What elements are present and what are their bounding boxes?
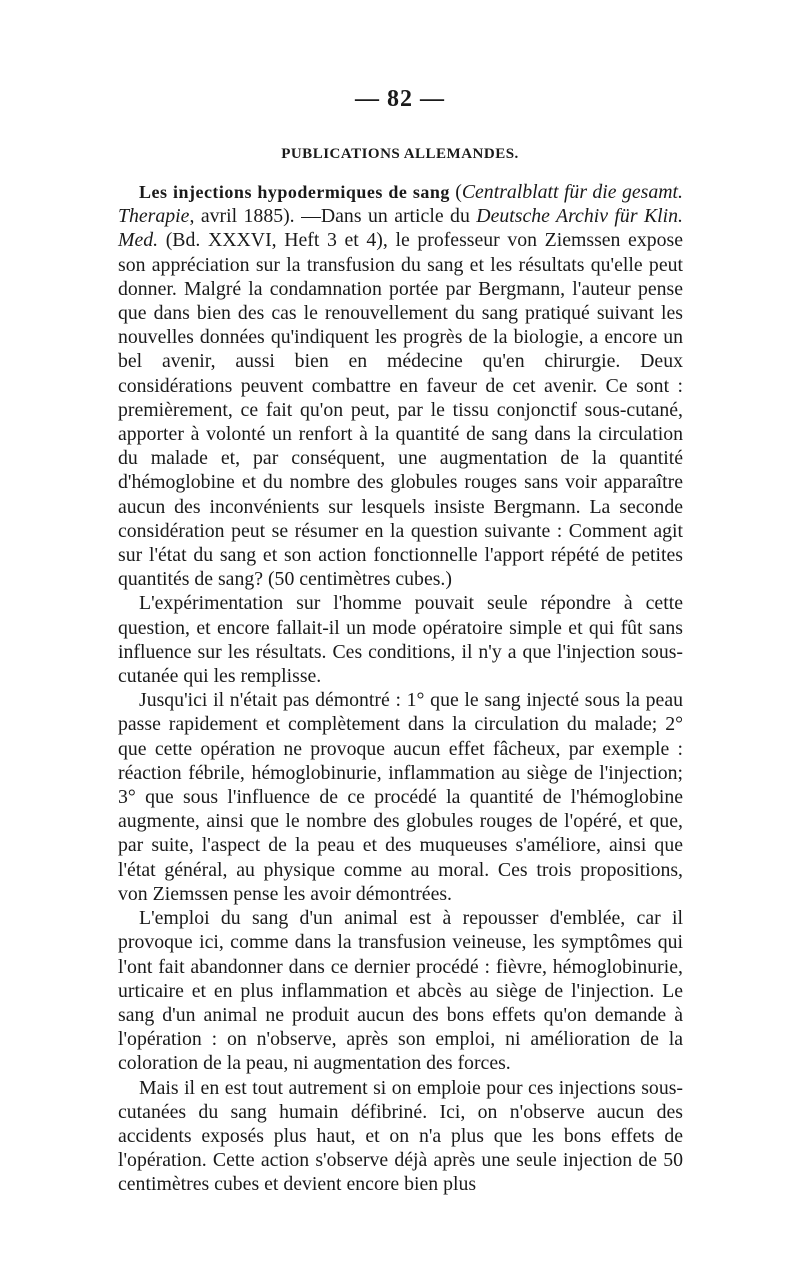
article-title: Les injections hypodermiques de sang — [139, 182, 450, 202]
paragraph-3: Jusqu'ici il n'était pas démontré : 1° que le sang injecté sous la peau passe rapidement et complètement dans la circulation du malade; 2° que cette opération ne provoque aucun effet fâcheux, par exemple : réaction fébrile, hémoglobinurie, inflammation au siège de l'injection; 3° que sous l'influence de ce procédé la quantité de l'hémoglobine augmente, ainsi que le nombre des globules rouges de l'opéré, et que, par suite, l'aspect de la peau et des muqueuses s'améliore, ainsi que l'état général, au physique comme au moral. Ces trois propositions, von Ziemssen pense les avoir démontrées. — [118, 689, 683, 905]
source-journal-2: Deutsche Archiv für Klin. Med. — [118, 205, 683, 252]
page-number: — 82 — — [355, 86, 445, 112]
paragraph-2: L'expérimentation sur l'homme pouvait seule répondre à cette question, et encore fallait-il un mode opératoire simple et qui fût sans influence sur les résultats. Ces conditions, il n'y a que l'injection sous-cutanée qui les remplisse. — [118, 592, 683, 688]
paragraph-4: L'emploi du sang d'un animal est à repousser d'emblée, car il provoque ici, comme dans la transfusion veineuse, les symptômes qui l'ont fait abandonner dans ce dernier procédé : fièvre, hémoglobinurie, urticaire et en plus inflammation et abcès au siège de l'injection. Le sang d'un animal ne produit aucun des bons effets qu'on demande à l'opération : on n'observe, après son emploi, ni amélioration de la coloration de la peau, ni augmentation des forces. — [118, 907, 683, 1075]
paragraph-5: Mais il en est tout autrement si on emploie pour ces injections sous-cutanées du sang humain défibriné. Ici, on n'observe aucun des accidents exposés plus haut, et on n'a plus que les bons effets de l'opération. Cette action s'observe déjà après une seule injection de 50 centimètres cubes et devient encore bien plus — [118, 1076, 683, 1196]
section-heading: PUBLICATIONS ALLEMANDES. — [281, 146, 519, 162]
source-journal: Centralblatt für die gesamt. Therapie — [118, 181, 683, 228]
article-body — [118, 180, 683, 1197]
paragraph-1: Les injections hypodermiques de sang (Centralblatt für die gesamt. Therapie, avril 1885). —Dans un article du Deutsche Archiv für Klin. Med. (Bd. XXXVI, Heft 3 et 4), le professeur von Ziemssen expose son appréciation sur la transfusion du sang et les résultats qu'elle peut donner. Malgré la condamnation portée par Bergmann, l'auteur pense que dans bien des cas le renouvellement du sang pratiqué suivant les nouvelles données qu'indiquent les progrès de la biologie, a encore un bel avenir, aussi bien en médecine qu'en chirurgie. Deux considérations peuvent combattre en faveur de cet avenir. Ce sont : premièrement, ce fait qu'on peut, par le tissu conjonctif sous-cutané, apporter à volonté un renfort à la quantité de sang dans la circulation du malade et, par conséquent, une augmentation de la quantité d'hémoglobine et du nombre des globules rouges sans voir apparaître aucun des inconvénients sur lesquels insiste Bergmann. La seconde considération peut se résumer en la question suivante : Comment agit sur l'état du sang et son action fonctionnelle l'apport répété de petites quantités de sang? (50 centimètres cubes.) — [118, 181, 683, 591]
